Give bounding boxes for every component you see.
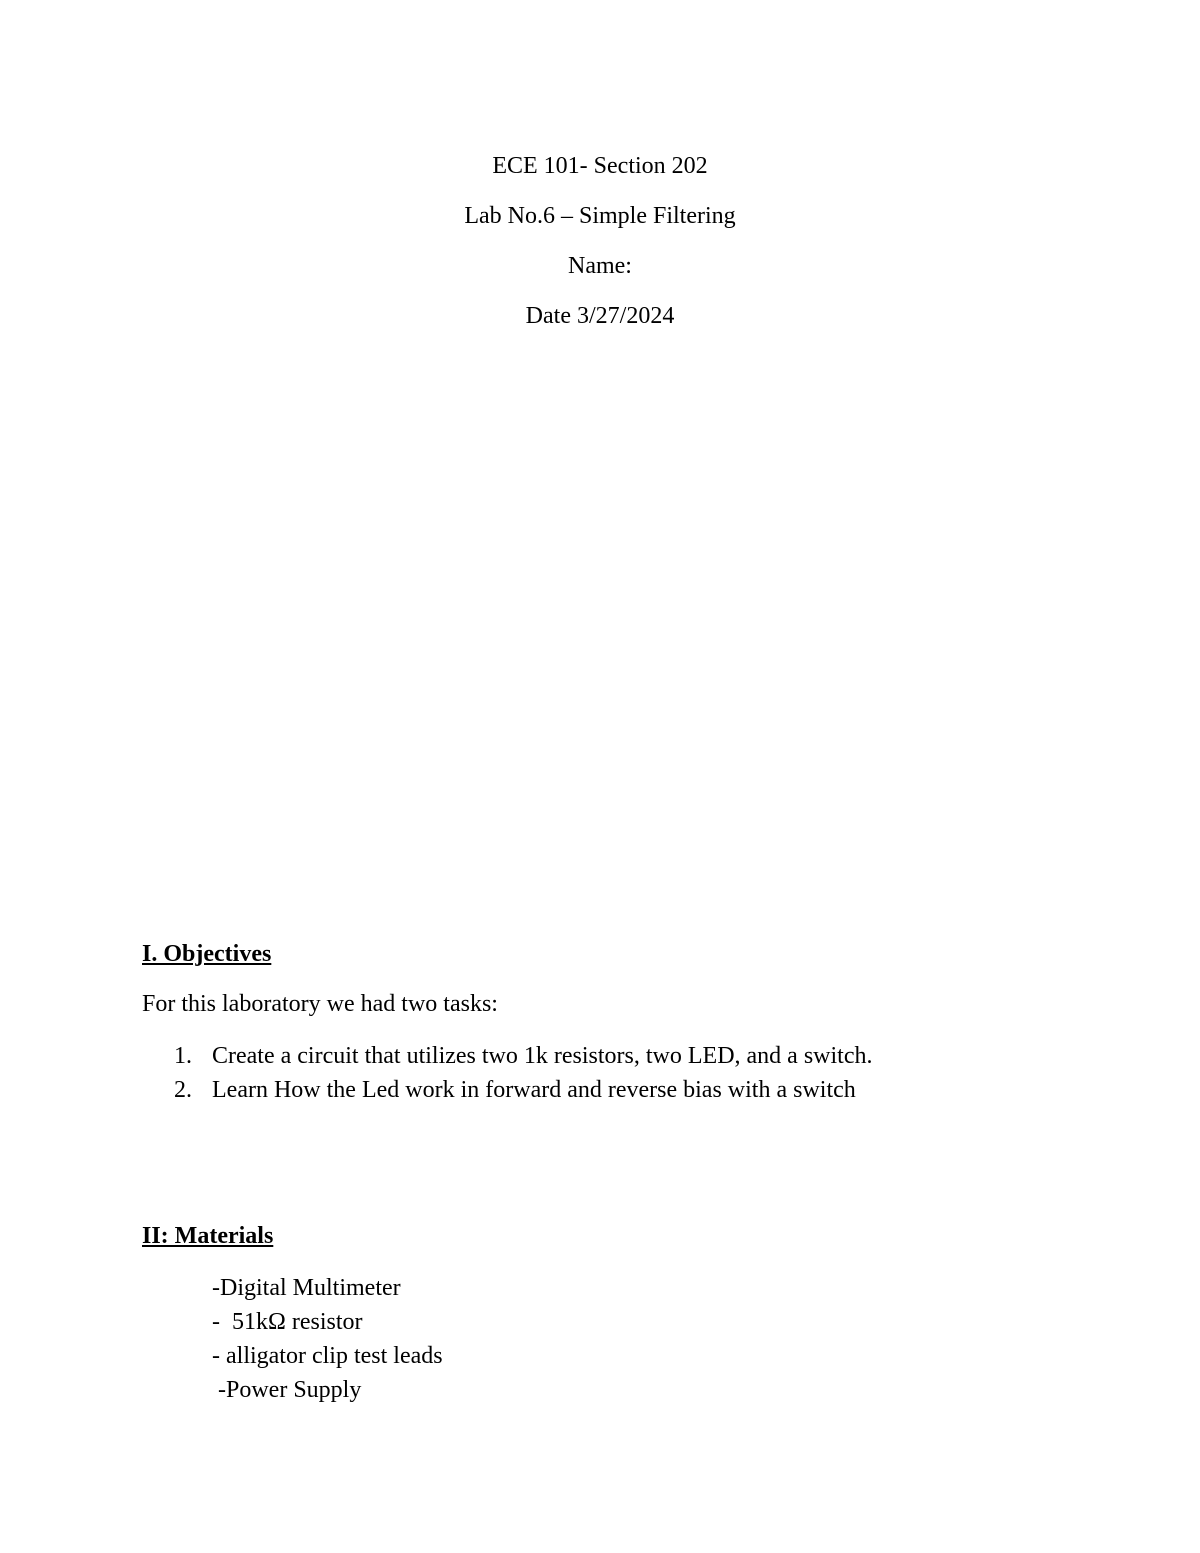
date-line: Date 3/27/2024 bbox=[525, 303, 675, 329]
name-line: Name: bbox=[568, 253, 632, 279]
material-item: - 51kΩ resistor bbox=[212, 1309, 363, 1335]
material-item: -Digital Multimeter bbox=[212, 1275, 401, 1301]
objectives-heading: I. Objectives bbox=[142, 941, 272, 967]
title-block bbox=[0, 141, 1200, 341]
task-list bbox=[142, 1039, 873, 1107]
materials-list bbox=[212, 1271, 443, 1407]
materials-heading: II: Materials bbox=[142, 1223, 274, 1249]
task-item bbox=[142, 1073, 873, 1107]
task-number: 1. bbox=[174, 1043, 192, 1069]
objectives-intro: For this laboratory we had two tasks: bbox=[142, 991, 498, 1017]
task-number: 2. bbox=[174, 1077, 192, 1103]
task-text: Create a circuit that utilizes two 1k resistors, two LED, and a switch. bbox=[212, 1043, 873, 1069]
task-text: Learn How the Led work in forward and reverse bias with a switch bbox=[212, 1077, 856, 1103]
task-item bbox=[142, 1039, 873, 1073]
material-item: -Power Supply bbox=[212, 1377, 362, 1403]
course-title: ECE 101- Section 202 bbox=[492, 153, 708, 179]
material-item: - alligator clip test leads bbox=[212, 1343, 443, 1369]
lab-title: Lab No.6 – Simple Filtering bbox=[464, 203, 736, 229]
